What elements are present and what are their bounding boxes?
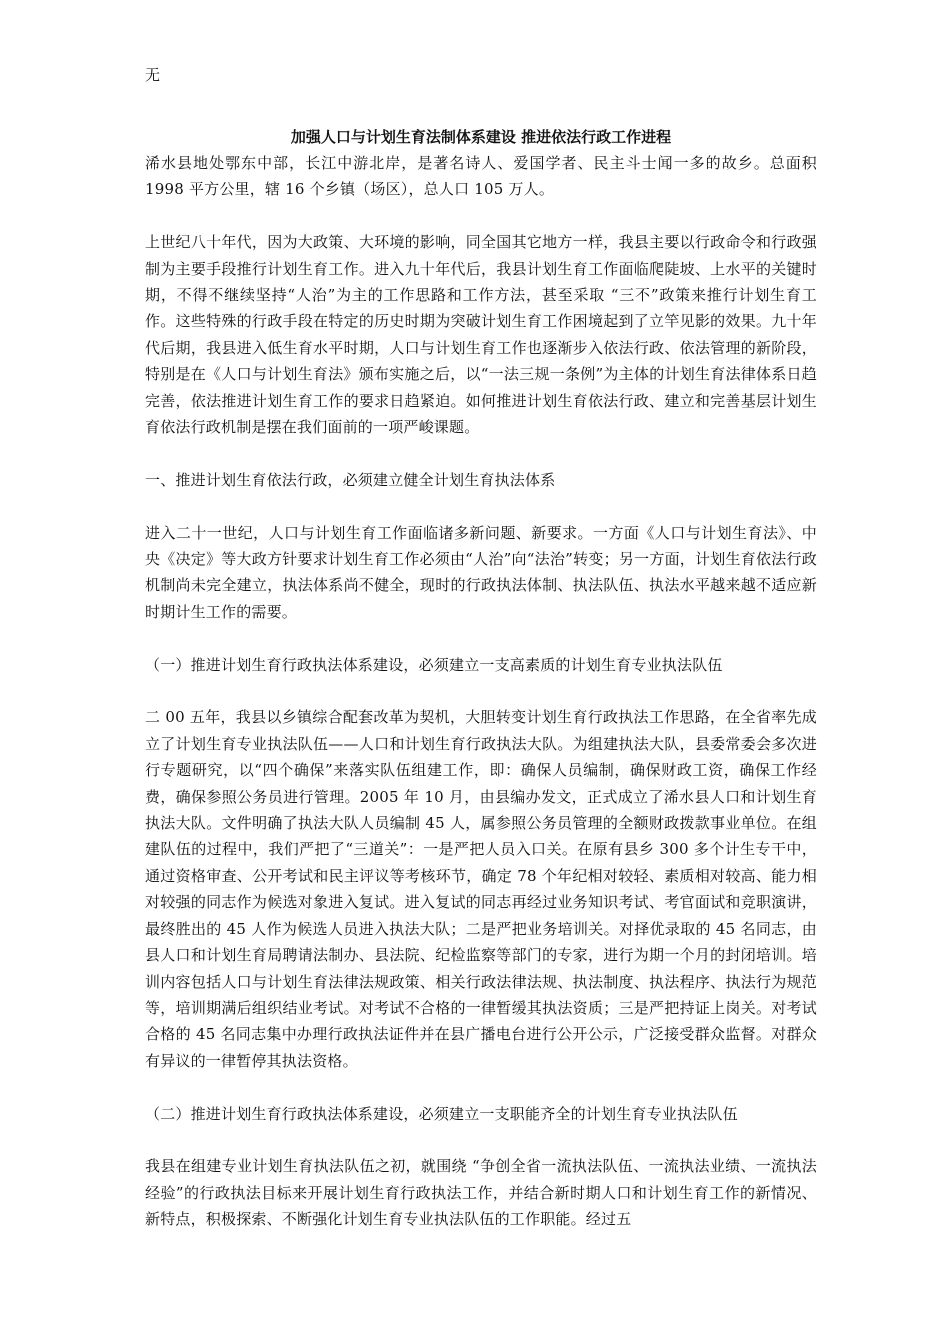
paragraph-new-century: 进入二十一世纪，人口与计划生育工作面临诸多新问题、新要求。一方面《人口与计划生育法》、中央《决定》等大政方针要求计划生育工作必须由“人治”向“法治”转变；另一方面，计划生育依法行政机制尚未完全建立，执法体系尚不健全，现时的行政执法体制、执法队伍、执法水平越来越不适应新时期计生工作的需要。 xyxy=(145,523,817,621)
paragraph-background: 上世纪八十年代，因为大政策、大环境的影响，同全国其它地方一样，我县主要以行政命令和行政强制为主要手段推行计划生育工作。进入九十年代后，我县计划生育工作面临爬陡坡、上水平的关键时期，不得不继续坚持“人治”为主的工作思路和工作方法，甚至采取 “三不”政策来推行计划生育工作。这些特殊的行政手段在特定的历史时期为突破计划生育工作困境起到了立竿见影的效果。九十年代后期，我县进入低生育水平时期，人口与计划生育工作也逐渐步入依法行政、依法管理的新阶段，特别是在《人口与计划生育法》颁布实施之后，以“一法三规一条例”为主体的计划生育法律体系日趋完善，依法推进计划生育工作的要求日趋紧迫。如何推进计划生育依法行政、建立和完善基层计划生育依法行政机制是摆在我们面前的一项严峻课题。 xyxy=(145,233,817,437)
header-note: 无 xyxy=(145,66,161,84)
document-page xyxy=(145,62,817,1259)
section-heading-1: 一、推进计划生育依法行政，必须建立健全计划生育执法体系 xyxy=(145,470,556,489)
subsection-heading-2: （二）推进计划生育行政执法体系建设，必须建立一支职能齐全的计划生育专业执法队伍 xyxy=(145,1104,738,1123)
subsection-heading-1: （一）推进计划生育行政执法体系建设，必须建立一支高素质的计划生育专业执法队伍 xyxy=(145,655,723,674)
paragraph-team-functions: 我县在组建专业计划生育执法队伍之初，就围绕 “争创全省一流执法队伍、一流执法业绩、一流执法经验”的行政执法目标来开展计划生育行政执法工作，并结合新时期人口和计划生育工作的新情况、新特点，积极探索、不断强化计划生育专业执法队伍的工作职能。经过五 xyxy=(145,1157,817,1229)
paragraph-team-building: 二 00 五年，我县以乡镇综合配套改革为契机，大胆转变计划生育行政执法工作思路，在全省率先成立了计划生育专业执法队伍——人口和计划生育行政执法大队。为组建执法大队，县委常委会多次进行专题研究，以“四个确保”来落实队伍组建工作，即：确保人员编制，确保财政工资，确保工作经费，确保参照公务员进行管理。2005 年 10 月，由县编办发文，正式成立了浠水县人口和计划生育执法大队。文件明确了执法大队人员编制 45 人，属参照公务员管理的全额财政拨款事业单位。在组建队伍的过程中，我们严把了“三道关”：一是严把人员入口关。在原有县乡 300 多个计生专干中，通过资格审查、公开考试和民主评议等考核环节，确定 78 个年纪相对较轻、素质相对较高、能力相对较强的同志作为候选对象进入复试。进入复试的同志再经过业务知识考试、考官面试和竞职演讲，最终胜出的 45 人作为候选人员进入执法大队；二是严把业务培训关。对择优录取的 45 名同志，由县人口和计划生育局聘请法制办、县法院、纪检监察等部门的专家，进行为期一个月的封闭培训。培训内容包括人口与计划生育法律法规政策、相关行政法律法规、执法制度、执法程序、执法行为规范等，培训期满后组织结业考试。对考试不合格的一律暂缓其执法资质；三是严把持证上岗关。对考试合格的 45 名同志集中办理行政执法证件并在县广播电台进行公开公示，广泛接受群众监督。对群众有异议的一律暂停其执法资格。 xyxy=(145,708,817,1070)
paragraph-intro: 浠水县地处鄂东中部，长江中游北岸，是著名诗人、爱国学者、民主斗士闻一多的故乡。总面积 1998 平方公里，辖 16 个乡镇（场区），总人口 105 万人。 xyxy=(145,154,817,199)
document-title: 加强人口与计划生育法制体系建设 推进依法行政工作进程 xyxy=(290,128,672,146)
